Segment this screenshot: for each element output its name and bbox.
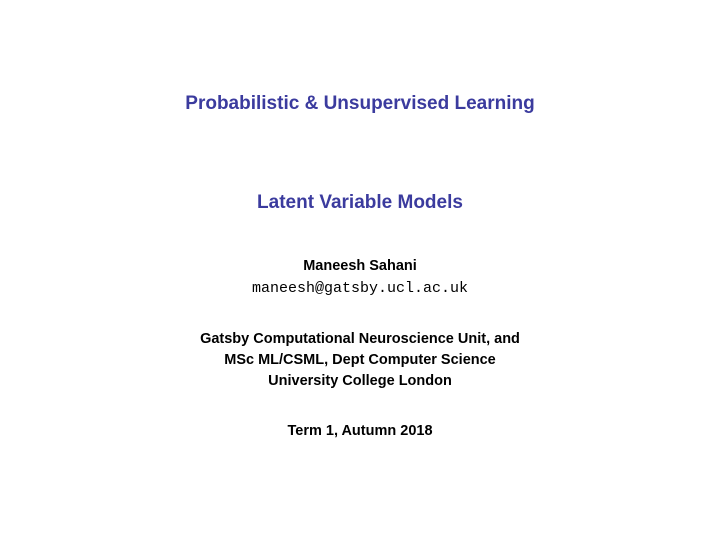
affiliation-line-1: Gatsby Computational Neuroscience Unit, and: [200, 331, 520, 347]
lecture-title: Latent Variable Models: [257, 192, 463, 213]
author-name: Maneesh Sahani: [303, 258, 417, 274]
affiliation-line-2: MSc ML/CSML, Dept Computer Science: [224, 352, 496, 368]
author-email: maneesh@gatsby.ucl.ac.uk: [251, 280, 469, 297]
course-title: Probabilistic & Unsupervised Learning: [185, 93, 535, 114]
term-date: Term 1, Autumn 2018: [287, 423, 433, 439]
affiliation-line-3: University College London: [268, 373, 452, 389]
